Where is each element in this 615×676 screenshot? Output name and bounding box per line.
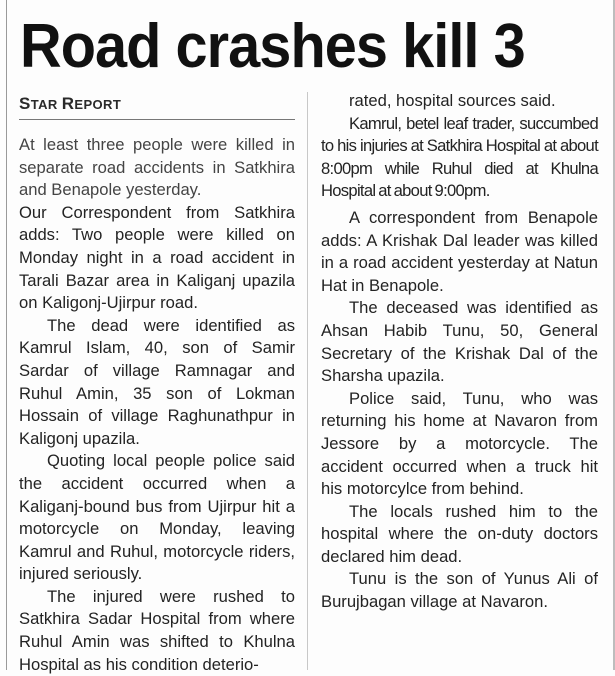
paragraph: Police said, Tunu, who was returning his home at Navaron from Jessore by a motorcycle. The accident occurred when a truck hit his motorcylce from behind. (321, 388, 598, 499)
paragraph: Our Correspondent from Satkhira adds: Two people were killed on Monday night in a road accident in Tarali Bazar area in Kaliganj upazila on Kaligonj-Ujirpur road. (19, 202, 295, 313)
byline (19, 93, 295, 115)
headline: Road crashes kill 3 (20, 12, 525, 81)
paragraph: The dead were identified as Kamrul Islam, 40, son of Samir Sardar of village Ramnagar and Ruhul Amin, 35 son of Lokman Hossain of village Raghunathpur in Kaligonj upazila. (19, 315, 295, 448)
paragraph: The deceased was identified as Ahsan Habib Tunu, 50, General Secretary of the Krishak Dal of the Sharsha upazila. (321, 298, 598, 386)
paragraph: A correspondent from Benapole adds: A Krishak Dal leader was killed in a road accident yesterday at Natun Hat in Benapole. (321, 207, 598, 295)
paragraph: Kamrul, betel leaf trader, succumbed to his injuries at Satkhira Hospital at about 8:00pm while Ruhul died at Khulna Hospital at about 9:00pm. (321, 113, 598, 201)
paragraph-lead: At least three people were killed in separate road accidents in Satkhira and Benapole yesterday. (19, 135, 295, 200)
paragraph: The locals rushed him to the hospital where the on-duty doctors declared him dead. (321, 501, 598, 566)
paragraph: Tunu is the son of Yunus Ali of Burujbagan village at Navaron. (321, 569, 598, 612)
page-left-border (6, 0, 7, 670)
left-column (19, 90, 295, 676)
paragraph: Quoting local people police said the accident occurred when a Kaliganj-bound bus from Ujirpur hit a motorcycle on Monday, leaving Kamrul and Ruhul, motorcycle riders, injured seriously. (19, 451, 295, 584)
right-column (321, 90, 598, 614)
byline-part: TAR (30, 97, 62, 112)
byline-divider (19, 119, 295, 120)
column-divider (307, 92, 308, 670)
byline-part: S (19, 94, 31, 113)
byline-part: EPORT (74, 97, 122, 112)
paragraph-continued: rated, hospital sources said. (349, 91, 556, 110)
byline-part: R (61, 94, 75, 113)
paragraph: The injured were rushed to Satkhira Sadar Hospital from where Ruhul Amin was shifted to Khulna Hospital as his condition deterio- (19, 586, 295, 674)
